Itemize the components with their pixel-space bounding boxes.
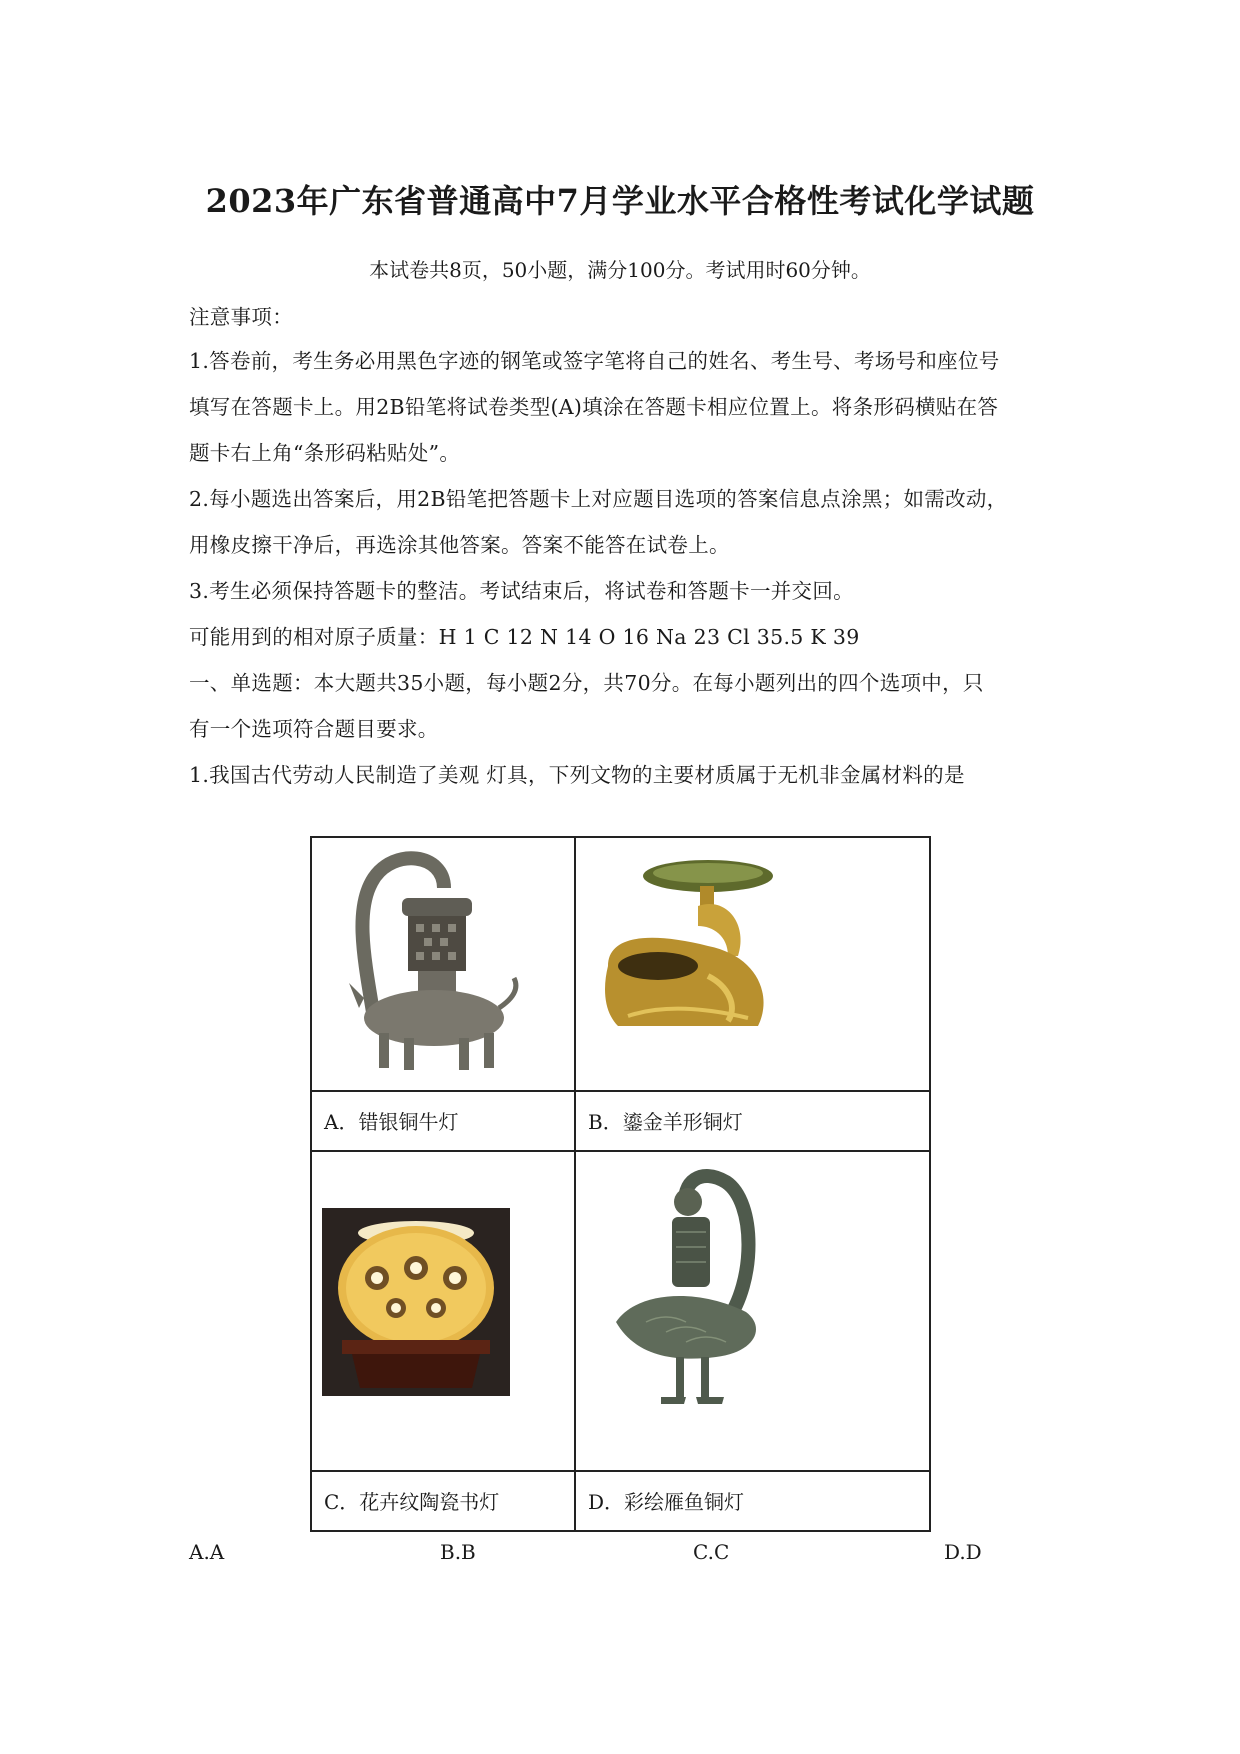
notice-line: 填写在答题卡上。用2B铅笔将试卷类型(A)填涂在答题卡相应位置上。将条形码横贴在答 xyxy=(189,395,999,419)
exam-subtitle: 本试卷共8页，50小题，满分100分。考试用时60分钟。 xyxy=(369,258,871,282)
option-c-image-cell xyxy=(311,1151,575,1471)
notice-heading: 注意事项： xyxy=(189,305,293,329)
options-table xyxy=(310,836,931,1532)
answer-choice-d[interactable]: D.D xyxy=(944,1540,982,1564)
option-d-label: D．彩绘雁鱼铜灯 xyxy=(588,1490,745,1514)
porcelain-lamp-image xyxy=(322,1208,510,1396)
goose-fish-lamp-image xyxy=(606,1162,786,1412)
option-c-label: C．花卉纹陶瓷书灯 xyxy=(324,1490,500,1514)
exam-title: 2023年广东省普通高中7月学业水平合格性考试化学试题 xyxy=(205,182,1035,220)
option-d-label-cell[interactable] xyxy=(575,1471,930,1531)
answer-choice-a[interactable]: A.A xyxy=(189,1540,225,1564)
gilt-ram-lamp-image xyxy=(588,846,788,1046)
option-a-label-cell[interactable] xyxy=(311,1091,575,1151)
section-heading: 有一个选项符合题目要求。 xyxy=(189,717,439,741)
option-a-image-cell xyxy=(311,837,575,1091)
option-a-label: A．错银铜牛灯 xyxy=(324,1110,459,1134)
option-b-image-cell xyxy=(575,837,930,1091)
option-b-label: B．鎏金羊形铜灯 xyxy=(588,1110,743,1134)
ox-bronze-lamp-image xyxy=(334,848,554,1078)
notice-line: 题卡右上角“条形码粘贴处”。 xyxy=(189,441,461,465)
notice-line: 2.每小题选出答案后，用2B铅笔把答题卡上对应题目选项的答案信息点涂黑；如需改动， xyxy=(189,487,1008,511)
notice-line: 3.考生必须保持答题卡的整洁。考试结束后，将试卷和答题卡一并交回。 xyxy=(189,579,854,603)
answer-choice-c[interactable]: C.C xyxy=(693,1540,730,1564)
option-d-image-cell xyxy=(575,1151,930,1471)
option-b-label-cell[interactable] xyxy=(575,1091,930,1151)
question-1-stem: 1.我国古代劳动人民制造了美观 灯具，下列文物的主要材质属于无机非金属材料的是 xyxy=(189,763,965,787)
notice-line: 用橡皮擦干净后，再选涂其他答案。答案不能答在试卷上。 xyxy=(189,533,730,557)
notice-line: 1.答卷前，考生务必用黑色字迹的钢笔或签字笔将自己的姓名、考生号、考场号和座位号 xyxy=(189,349,1000,373)
option-c-label-cell[interactable] xyxy=(311,1471,575,1531)
answer-choice-b[interactable]: B.B xyxy=(440,1540,476,1564)
atomic-masses: 可能用到的相对原子质量：H 1 C 12 N 14 O 16 Na 23 Cl 35.5 K 39 xyxy=(189,625,860,649)
section-heading: 一、单选题：本大题共35小题，每小题2分，共70分。在每小题列出的四个选项中，只 xyxy=(189,671,984,695)
